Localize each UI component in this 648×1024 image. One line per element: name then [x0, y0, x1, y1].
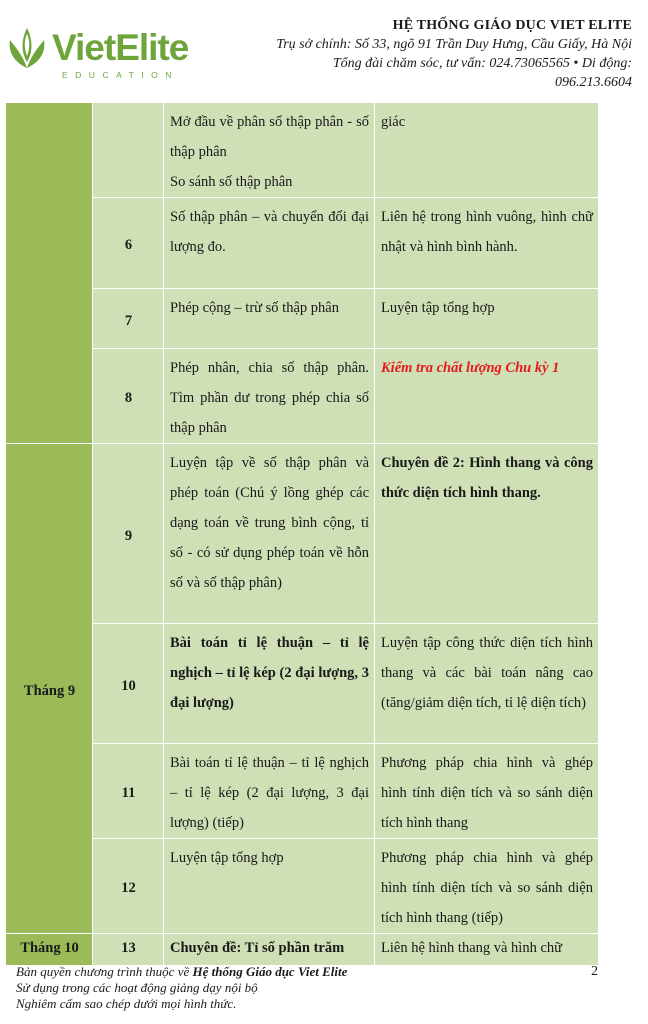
month-cell-september: Tháng 9: [6, 444, 93, 934]
lesson-cell: Phép cộng – trừ số thập phân: [164, 289, 375, 349]
table-row: [6, 103, 599, 198]
week-cell: 9: [93, 444, 164, 624]
viet-elite-logo: [4, 22, 219, 86]
topic-cell: Phương pháp chia hình và ghép hình tính diện tích và so sánh diện tích hình thang (tiếp): [375, 839, 599, 934]
table-row: [6, 289, 599, 349]
logo-wordmark: VietElite: [52, 27, 189, 68]
prohibition-line: Nghiêm cấm sao chép dưới mọi hình thức.: [16, 996, 237, 1011]
week-cell: 12: [93, 839, 164, 934]
table-row: [6, 624, 599, 744]
lesson-cell: Bài toán tỉ lệ thuận – tỉ lệ nghịch – tỉ lệ kép (2 đại lượng, 3 đại lượng) (tiếp): [164, 744, 375, 839]
table-row: [6, 744, 599, 839]
page-footer: [16, 964, 347, 1012]
org-hotline: Tổng đài chăm sóc, tư vấn: 024.73065565 • Di động:: [332, 56, 632, 71]
page-header: [0, 0, 648, 100]
topic-cell: Liên hệ trong hình vuông, hình chữ nhật và hình bình hành.: [375, 198, 599, 289]
table-row: [6, 349, 599, 444]
week-cell: 11: [93, 744, 164, 839]
lesson-cell: Bài toán tỉ lệ thuận – tỉ lệ nghịch – tỉ lệ kép (2 đại lượng, 3 đại lượng): [164, 624, 375, 744]
lesson-cell: [164, 103, 375, 198]
week-cell: 7: [93, 289, 164, 349]
quality-test-note: Kiểm tra chất lượng Chu kỳ 1: [381, 360, 560, 376]
topic-cell: Liên hệ hình thang và hình chữ: [375, 934, 599, 966]
copyright-prefix: Bản quyền chương trình thuộc về: [16, 964, 193, 979]
topic-cell: giác: [375, 103, 599, 198]
leaf-logo-icon: [4, 26, 50, 70]
organization-info: [276, 16, 632, 92]
week-cell: 13: [93, 934, 164, 966]
lesson-cell: Chuyên đề: Tỉ số phần trăm: [164, 934, 375, 966]
lesson-cell: Phép nhân, chia số thập phân. Tìm phần dư trong phép chia số thập phân: [164, 349, 375, 444]
topic-cell: [375, 349, 599, 444]
topic-cell: Luyện tập tổng hợp: [375, 289, 599, 349]
lesson-cell: Luyện tập về số thập phân và phép toán (Chú ý lồng ghép các dạng toán về trung bình cộng, tỉ số - có sử dụng phép toán về hỗn số và số thập phân): [164, 444, 375, 624]
curriculum-table: [5, 102, 599, 966]
month-cell-october: Tháng 10: [6, 934, 93, 966]
topic-cell: Phương pháp chia hình và ghép hình tính diện tích và so sánh diện tích hình thang: [375, 744, 599, 839]
table-row: [6, 934, 599, 966]
table-row: [6, 444, 599, 624]
month-cell-previous: [6, 103, 93, 444]
org-address: Trụ sở chính: Số 33, ngõ 91 Trần Duy Hưng, Cầu Giấy, Hà Nội: [276, 37, 632, 52]
topic-cell: Chuyên đề 2: Hình thang và công thức diện tích hình thang.: [375, 444, 599, 624]
org-name: HỆ THỐNG GIÁO DỤC VIET ELITE: [392, 18, 632, 33]
week-cell: 8: [93, 349, 164, 444]
logo-subtext: EDUCATION: [62, 70, 179, 80]
org-mobile: 096.213.6604: [555, 75, 632, 90]
lesson-text: Mở đầu về phân số thập phân - số thập phân So sánh số thập phân: [170, 114, 369, 190]
page-number: 2: [591, 964, 598, 979]
week-cell: 10: [93, 624, 164, 744]
usage-line: Sử dụng trong các hoạt động giảng dạy nội bộ: [16, 980, 258, 995]
week-cell: 6: [93, 198, 164, 289]
table-row: [6, 839, 599, 934]
copyright-owner: Hệ thống Giáo dục Viet Elite: [192, 964, 348, 979]
topic-cell: Luyện tập công thức diện tích hình thang và các bài toán nâng cao (tăng/giảm diện tích, tỉ lệ diện tích): [375, 624, 599, 744]
copyright-line: [16, 964, 347, 980]
lesson-cell: Số thập phân – và chuyển đổi đại lượng đo.: [164, 198, 375, 289]
table-row: [6, 198, 599, 289]
lesson-cell: Luyện tập tổng hợp: [164, 839, 375, 934]
week-cell: [93, 103, 164, 198]
